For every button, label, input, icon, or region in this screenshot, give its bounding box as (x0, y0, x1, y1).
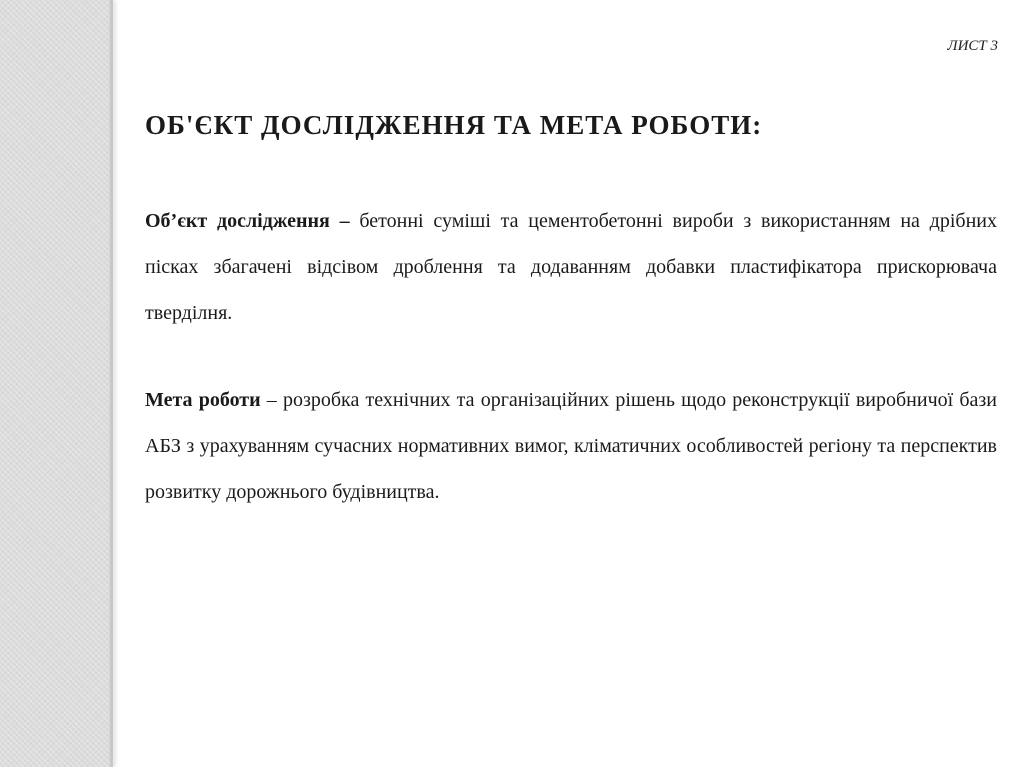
sheet-number-label: ЛИСТ 3 (947, 38, 998, 54)
work-goal-text: – розробка технічних та організаційних рішень щодо реконструкції виробничої бази АБЗ з урахуванням сучасних нормативних вимог, кліматичних особливостей регіону та перспектив розвитку дорожнього будівництва. (145, 389, 997, 503)
research-object-paragraph (145, 198, 997, 336)
work-goal-term: Мета роботи (145, 389, 261, 411)
side-divider (110, 0, 113, 767)
work-goal-paragraph (145, 377, 997, 515)
decorative-side-band (0, 0, 110, 767)
research-object-term: Об’єкт дослідження – (145, 210, 350, 232)
slide-title: ОБ'ЄКТ ДОСЛІДЖЕННЯ ТА МЕТА РОБОТИ: (145, 110, 763, 140)
research-object-text: бетонні суміші та цементобетонні вироби з використанням на дрібних пісках збагачені відсівом дроблення та додаванням добавки пластифікатора прискорювача тверділня. (145, 210, 997, 324)
